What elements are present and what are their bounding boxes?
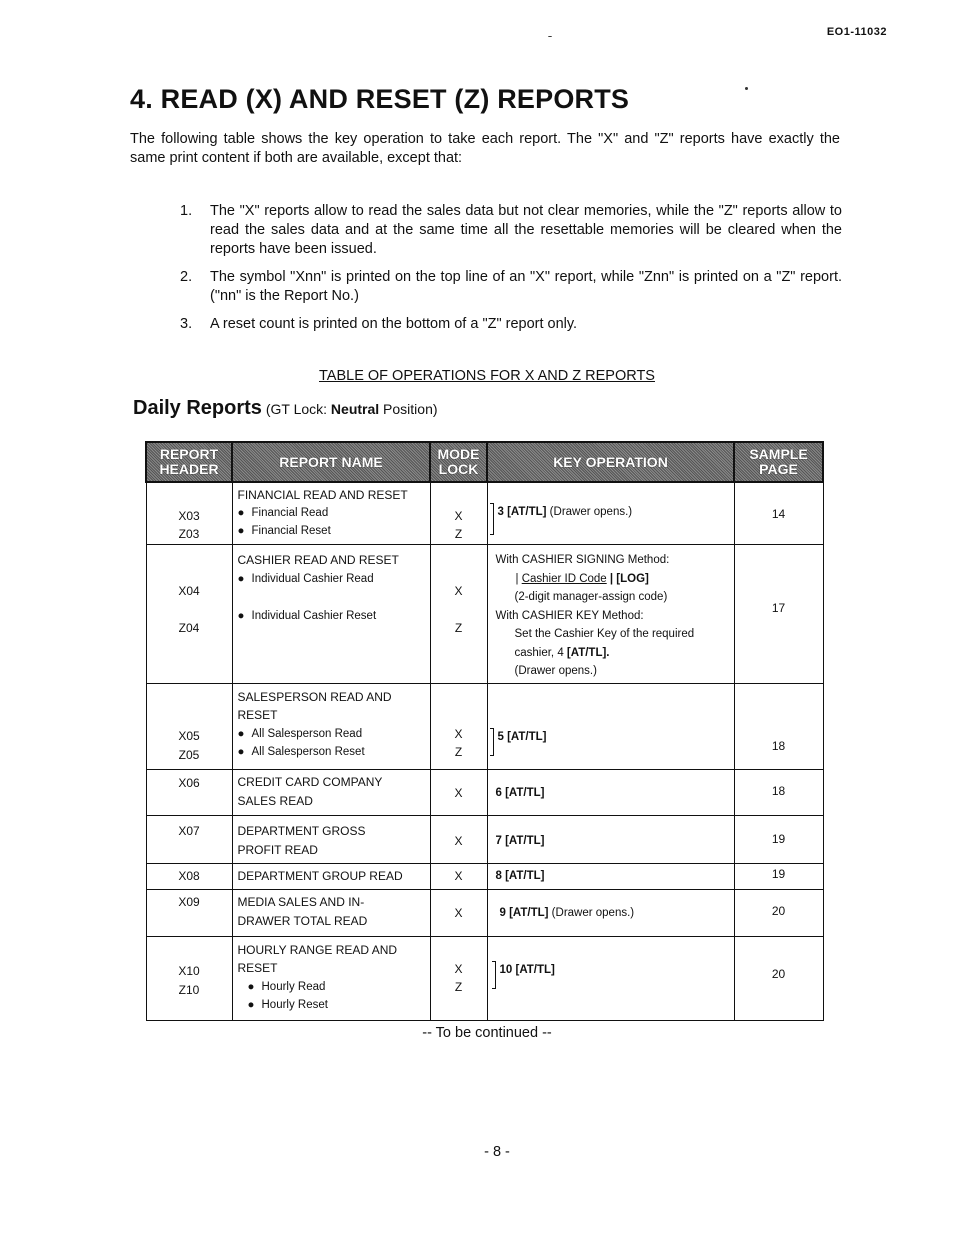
sample-page-cell: 14 xyxy=(734,482,823,545)
key-operation-cell xyxy=(487,545,734,684)
bullet-icon: ● xyxy=(247,980,255,993)
bullet-text: Individual Cashier Read xyxy=(251,573,374,585)
key-text: | [LOG] xyxy=(606,572,649,585)
report-name: DEPARTMENT GROUP READ xyxy=(237,868,403,883)
report-name: DRAWER TOTAL READ xyxy=(237,913,368,928)
col-key-operation xyxy=(487,442,734,482)
report-header-cell xyxy=(146,863,232,889)
table-row xyxy=(146,545,823,684)
bullet-icon: ● xyxy=(237,610,245,622)
report-header-cell xyxy=(146,815,232,863)
table-row xyxy=(146,683,823,769)
bullet-item xyxy=(238,725,426,744)
bullet-text: Hourly Read xyxy=(261,980,326,993)
sample-page-cell: 19 xyxy=(734,815,823,863)
key-line: Set the Cashier Key of the required xyxy=(514,628,695,640)
key-operation-cell xyxy=(487,889,734,936)
list-number: 2. xyxy=(180,269,193,285)
report-name: SALESPERSON READ AND xyxy=(237,689,392,704)
report-name: FINANCIAL READ AND RESET xyxy=(237,488,408,502)
mode-lock-cell: X xyxy=(430,863,487,889)
report-name-cell xyxy=(232,889,430,936)
report-name-cell xyxy=(232,815,430,863)
col-report-name xyxy=(232,442,430,482)
mode-lock-cell xyxy=(430,683,487,769)
report-header-cell xyxy=(146,683,232,769)
report-name: CREDIT CARD COMPANY xyxy=(237,774,383,789)
mode-value: Z xyxy=(454,621,463,635)
sample-page-cell: 18 xyxy=(734,683,823,769)
bullet-item xyxy=(238,996,426,1015)
mode-lock-cell: X xyxy=(430,889,487,936)
header-text: SAMPLE xyxy=(749,446,808,462)
report-name-cell xyxy=(232,936,430,1020)
key-note: (Drawer opens.) xyxy=(548,906,635,919)
difference-list xyxy=(180,202,842,343)
key-operation-cell xyxy=(487,815,734,863)
col-sample-page xyxy=(734,442,823,482)
scan-speck xyxy=(548,36,552,37)
list-text: A reset count is printed on the bottom of a "Z" report only. xyxy=(210,316,578,332)
key-sequence: 5 [AT/TL] xyxy=(497,730,547,743)
header-text: MODE xyxy=(437,446,480,462)
bullet-icon: ● xyxy=(237,746,245,758)
header-text: HEADER xyxy=(159,461,219,477)
bullet-icon: ● xyxy=(247,999,255,1011)
operations-table xyxy=(145,441,824,1021)
list-number: 3. xyxy=(180,316,193,332)
key-line: With CASHIER KEY Method: xyxy=(495,609,644,622)
key-sequence: 9 [AT/TL] xyxy=(499,906,549,919)
mode-value: X xyxy=(454,961,463,976)
sample-page-cell: 18 xyxy=(734,769,823,815)
report-name: CASHIER READ AND RESET xyxy=(237,553,399,567)
mode-value: Z xyxy=(454,527,463,541)
bullet-item xyxy=(238,607,426,626)
header-text: LOCK xyxy=(438,461,479,477)
bullet-text: Hourly Reset xyxy=(261,999,328,1011)
bullet-icon: ● xyxy=(237,507,245,519)
report-code: X06 xyxy=(178,775,200,790)
report-header-cell xyxy=(146,936,232,1020)
bracket-icon xyxy=(492,961,496,989)
bullet-text: Financial Read xyxy=(251,507,329,519)
report-header-cell xyxy=(146,889,232,936)
section-title: 4. READ (X) AND RESET (Z) REPORTS xyxy=(130,84,630,114)
sample-page-cell: 20 xyxy=(734,889,823,936)
mode-lock-cell xyxy=(430,936,487,1020)
mode-value: Z xyxy=(454,744,463,759)
mode-lock-cell: X xyxy=(430,769,487,815)
bracket-icon xyxy=(490,503,494,535)
header-text: KEY OPERATION xyxy=(553,453,668,470)
report-code: X10 xyxy=(178,963,200,978)
report-name: SALES READ xyxy=(237,793,313,808)
col-mode-lock xyxy=(430,442,487,482)
list-item xyxy=(180,202,842,259)
report-code: Z10 xyxy=(178,982,200,997)
col-report-header xyxy=(146,442,232,482)
key-note: (Drawer opens.) xyxy=(546,506,633,518)
key-operation-cell xyxy=(487,863,734,889)
list-item xyxy=(180,315,842,334)
report-name-cell xyxy=(232,545,430,684)
report-name-cell xyxy=(232,769,430,815)
key-line: (Drawer opens.) xyxy=(514,665,597,677)
page-number: - 8 - xyxy=(484,1144,510,1160)
table-row xyxy=(146,936,823,1020)
report-code: X04 xyxy=(178,584,200,598)
report-code: Z03 xyxy=(178,527,200,541)
key-line: (2-digit manager-assign code) xyxy=(514,591,668,603)
bullet-item xyxy=(238,504,426,522)
key-line xyxy=(496,644,730,663)
subheading-post: Position) xyxy=(379,401,438,417)
key-text: [AT/TL]. xyxy=(566,646,610,659)
list-number: 1. xyxy=(180,203,193,219)
continued-note: -- To be continued -- xyxy=(422,1025,552,1041)
header-text: PAGE xyxy=(759,461,798,477)
report-name: DEPARTMENT GROSS xyxy=(237,823,366,838)
table-caption: TABLE OF OPERATIONS FOR X AND Z REPORTS xyxy=(319,368,655,384)
intro-paragraph: The following table shows the key operation to take each report. The "X" and "Z" reports have exactly the same print content if both are available, except that: xyxy=(130,131,840,166)
table-row xyxy=(146,815,823,863)
report-code: Z04 xyxy=(178,621,200,635)
key-line xyxy=(496,570,730,589)
key-operation-cell xyxy=(487,683,734,769)
list-text: The symbol "Xnn" is printed on the top line of an "X" report, while "Znn" is printed on a "Z" report. ("nn" is the Report No.) xyxy=(210,269,842,304)
bullet-item xyxy=(238,743,426,762)
bullet-icon: ● xyxy=(237,727,245,740)
header-text: REPORT xyxy=(159,446,219,462)
sample-page-cell: 17 xyxy=(734,545,823,684)
key-operation-cell xyxy=(487,482,734,545)
sample-page-cell: 20 xyxy=(734,936,823,1020)
table-row xyxy=(146,769,823,815)
report-name: HOURLY RANGE READ AND xyxy=(237,942,398,957)
bullet-icon: ● xyxy=(237,525,245,537)
mode-value: X xyxy=(454,584,463,598)
report-header-cell xyxy=(146,482,232,545)
mode-value: Z xyxy=(454,979,463,994)
mode-value: X xyxy=(454,509,463,523)
key-line: With CASHIER SIGNING Method: xyxy=(495,554,670,566)
key-text: cashier, 4 xyxy=(514,646,567,659)
bullet-text: Individual Cashier Reset xyxy=(251,610,377,622)
table-row xyxy=(146,482,823,545)
report-name: MEDIA SALES AND IN- xyxy=(237,894,365,909)
list-text: The "X" reports allow to read the sales data but not clear memories, while the "Z" reports allow to read the sales data and at the same time all the resettable memories will be cleared when the reports have been issued. xyxy=(210,203,842,257)
header-text: REPORT NAME xyxy=(279,453,383,470)
report-header-cell xyxy=(146,769,232,815)
bullet-item xyxy=(238,522,426,540)
report-code: X08 xyxy=(178,868,200,883)
bullet-text: All Salesperson Read xyxy=(251,727,363,740)
sample-page-cell: 19 xyxy=(734,863,823,889)
report-code: X03 xyxy=(178,509,200,523)
key-sequence: 10 [AT/TL] xyxy=(499,963,555,976)
key-operation-cell xyxy=(487,769,734,815)
key-sequence: 3 [AT/TL] xyxy=(497,506,547,518)
report-name: RESET xyxy=(237,708,278,722)
report-name-cell xyxy=(232,863,430,889)
subheading-title: Daily Reports xyxy=(133,397,262,419)
report-code: X05 xyxy=(178,728,200,743)
report-name: PROFIT READ xyxy=(237,842,318,857)
subheading-pre: (GT Lock: xyxy=(265,401,331,417)
mode-lock-cell xyxy=(430,545,487,684)
key-text: Cashier ID Code xyxy=(521,572,607,585)
subheading-lock-position: Neutral xyxy=(330,401,380,417)
report-name: RESET xyxy=(237,961,278,975)
bullet-text: All Salesperson Reset xyxy=(251,746,365,758)
key-sequence: 7 [AT/TL] xyxy=(495,834,545,847)
scan-speck xyxy=(745,87,748,90)
mode-lock-cell: X xyxy=(430,815,487,863)
report-header-cell xyxy=(146,545,232,684)
mode-value: X xyxy=(454,726,463,741)
table-row xyxy=(146,889,823,936)
key-text: | xyxy=(515,572,522,585)
bullet-icon: ● xyxy=(237,573,245,585)
bullet-text: Financial Reset xyxy=(251,525,331,537)
list-item xyxy=(180,268,842,306)
report-code: X07 xyxy=(178,823,200,838)
report-code: Z05 xyxy=(178,747,200,762)
bullet-item xyxy=(238,978,426,997)
mode-lock-cell xyxy=(430,482,487,545)
daily-reports-heading xyxy=(133,397,438,420)
table-row xyxy=(146,863,823,889)
key-sequence: 8 [AT/TL] xyxy=(495,869,545,882)
report-name-cell xyxy=(232,683,430,769)
table-header-row xyxy=(146,442,823,482)
document-id: EO1-11032 xyxy=(826,26,887,38)
key-sequence: 6 [AT/TL] xyxy=(495,786,545,799)
bracket-icon xyxy=(490,728,494,756)
report-code: X09 xyxy=(178,894,200,909)
bullet-item xyxy=(238,570,426,589)
key-operation-cell xyxy=(487,936,734,1020)
report-name-cell xyxy=(232,482,430,545)
